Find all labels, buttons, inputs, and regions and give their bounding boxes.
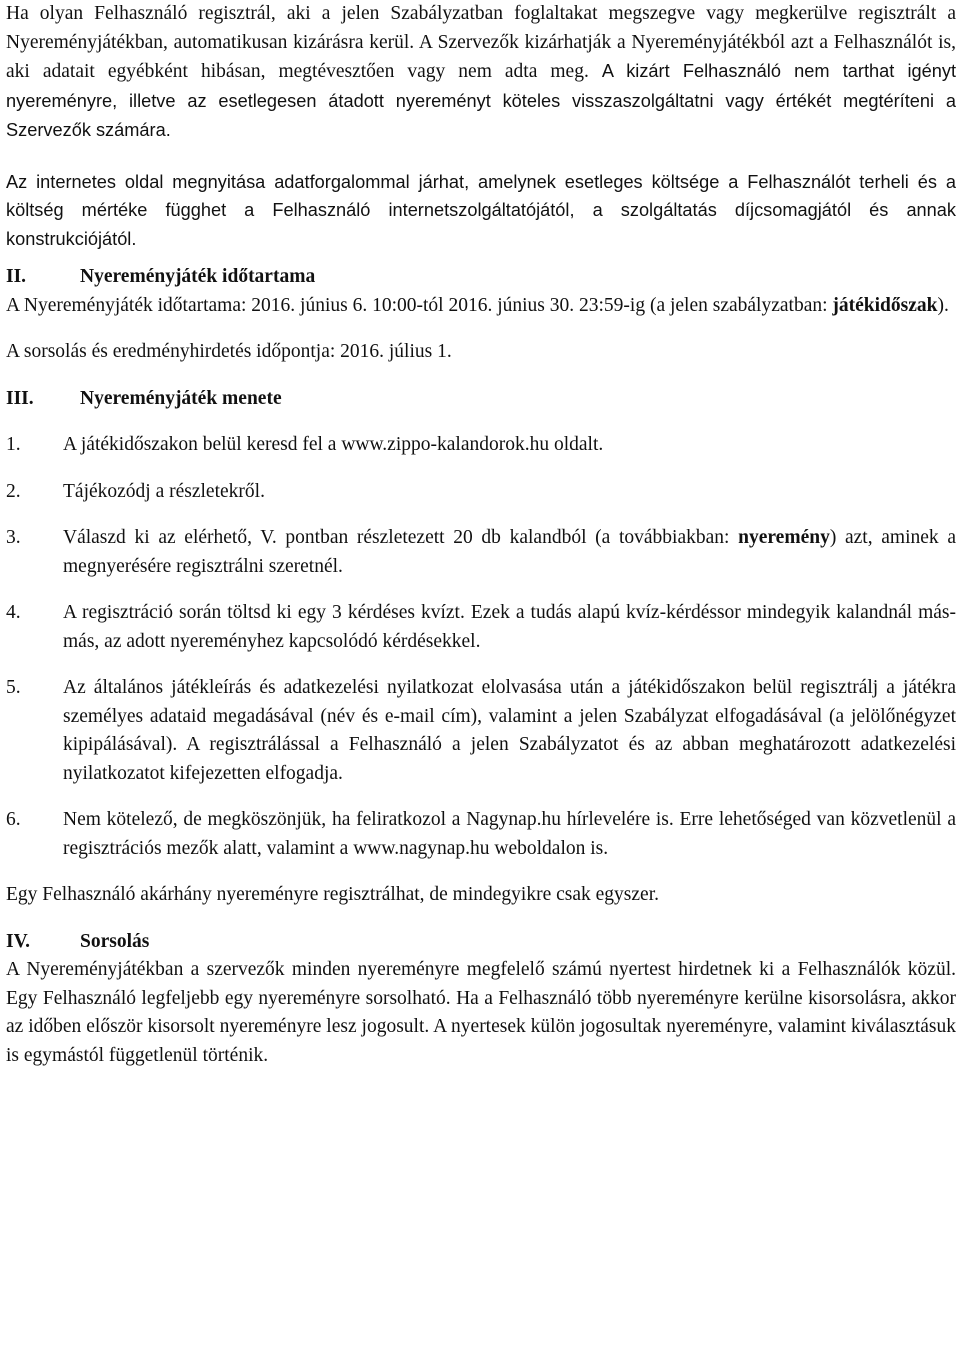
list-item-text-before: Válaszd ki az elérhető, V. pontban részletezett 20 db kalandból (a továbbiakban: bbox=[63, 527, 739, 548]
list-item bbox=[6, 431, 956, 460]
list-item-number: 5. bbox=[6, 677, 21, 698]
section-4-paragraph: A Nyereményjátékban a szervezők minden nyereményre megfelelő számú nyertest hirdetnek ki a Felhasználók közül. Egy Felhasználó legfeljebb egy nyereményre sorsolható. Ha a Felhasználó több nyereményre kerülne kisorsolásra, akkor az időben először kisorsolt nyereményre lesz jogosult. A nyertesek külön jogosultak nyereményre, valamint kiválasztásuk is egymástól függetlenül történik. bbox=[6, 959, 956, 1066]
section-4-title: Sorsolás bbox=[80, 930, 150, 952]
list-item-number: 4. bbox=[6, 602, 21, 623]
list-item-text bbox=[63, 524, 956, 581]
section-3-heading bbox=[6, 385, 956, 414]
list-item bbox=[6, 806, 956, 863]
section-2-heading bbox=[6, 263, 956, 292]
section-4-heading bbox=[6, 928, 956, 957]
list-item-text: A regisztráció során töltsd ki egy 3 kérdéses kvízt. Ezek a tudás alapú kvíz-kérdéssor mindegyik kalandnál más-más, az adott nyereményhez kapcsolódó kérdésekkel. bbox=[63, 602, 956, 652]
list-item-number: 2. bbox=[6, 480, 21, 502]
section-2-title: Nyereményjáték időtartama bbox=[80, 266, 316, 287]
duration-paragraph bbox=[6, 292, 956, 321]
list-item-number: 6. bbox=[6, 809, 21, 830]
intro-paragraph-1-serif: Ha olyan Felhasználó regisztrál, aki a jelen Szabályzatban foglaltakat megszegve vagy megkerülve regisztrált a Nyereményjátékban, automatikusan kizárásra kerül. A Szervezők kizárhatják a Nyereményjátékból azt a Felhasználót is, aki adatait egyébként hibásan, megtévesztően vagy nem adta meg. bbox=[6, 3, 956, 82]
list-item-bold-term: nyeremény bbox=[738, 527, 830, 548]
list-item-number: 1. bbox=[6, 434, 21, 455]
list-item-text: Tájékozódj a részletekről. bbox=[63, 480, 265, 502]
list-item-number: 3. bbox=[6, 527, 21, 548]
list-item-text-after: ) azt, aminek a megnyerésére regisztrálni szeretnél. bbox=[63, 527, 956, 577]
section-2-number: II. bbox=[6, 266, 27, 287]
duration-bold-term: játékidőszak bbox=[832, 294, 938, 316]
duration-text: A Nyereményjáték időtartama: 2016. június 6. 10:00-tól 2016. június 30. 23:59-ig (a jelen szabályzatban: bbox=[6, 294, 833, 316]
list-item bbox=[6, 599, 956, 656]
section-4-number: IV. bbox=[6, 930, 31, 952]
list-item-text: Az általános játékleírás és adatkezelési nyilatkozat elolvasása után a játékidőszakon belül regisztrálj a játékra személyes adataid megadásával (név és e-mail cím), valamint a jelen Szabályzat elfogadásával (a jelölőnégyzet kipipálásával). A regisztrálással a Felhasználó a jelen Szabályzatot és az abban meghatározott adatkezelési nyilatkozatot kifejezetten elfogadja. bbox=[63, 677, 956, 784]
list-item bbox=[6, 524, 956, 581]
intro-paragraph-2: Az internetes oldal megnyitása adatforgalommal járhat, amelynek esetleges költsége a Felhasználót terheli és a költség mértéke függhet a Felhasználó internetszolgáltatójától, a szolgáltatás díjcsomagjától és annak konstrukciójától. bbox=[6, 171, 956, 249]
list-item-text: A játékidőszakon belül keresd fel a www.zippo-kalandorok.hu oldalt. bbox=[63, 434, 604, 455]
list-item-text: Nem kötelező, de megköszönjük, ha feliratkozol a Nagynap.hu hírlevelére is. Erre lehetőséged van közvetlenül a regisztrációs mezők alatt, valamint a www.nagynap.hu weboldalon is. bbox=[63, 809, 956, 859]
document-page bbox=[6, 0, 956, 1070]
section-3-title: Nyereményjáték menete bbox=[80, 387, 282, 409]
list-item bbox=[6, 674, 956, 788]
intro-paragraph-1-sans: A kizárt Felhasználó nem tarthat igényt nyereményre, illetve az esetlegesen átadott nyereményt köteles visszaszolgáltatni vagy értékét megtéríteni a Szervezők számára. bbox=[6, 61, 957, 140]
draw-date-paragraph: A sorsolás és eredményhirdetés időpontja: 2016. július 1. bbox=[6, 341, 452, 362]
list-item bbox=[6, 478, 956, 507]
closing-paragraph: Egy Felhasználó akárhány nyereményre regisztrálhat, de mindegyikre csak egyszer. bbox=[6, 884, 659, 905]
section-3-number: III. bbox=[6, 387, 34, 409]
intro-paragraph-1 bbox=[6, 0, 956, 146]
duration-end: ). bbox=[937, 294, 949, 316]
